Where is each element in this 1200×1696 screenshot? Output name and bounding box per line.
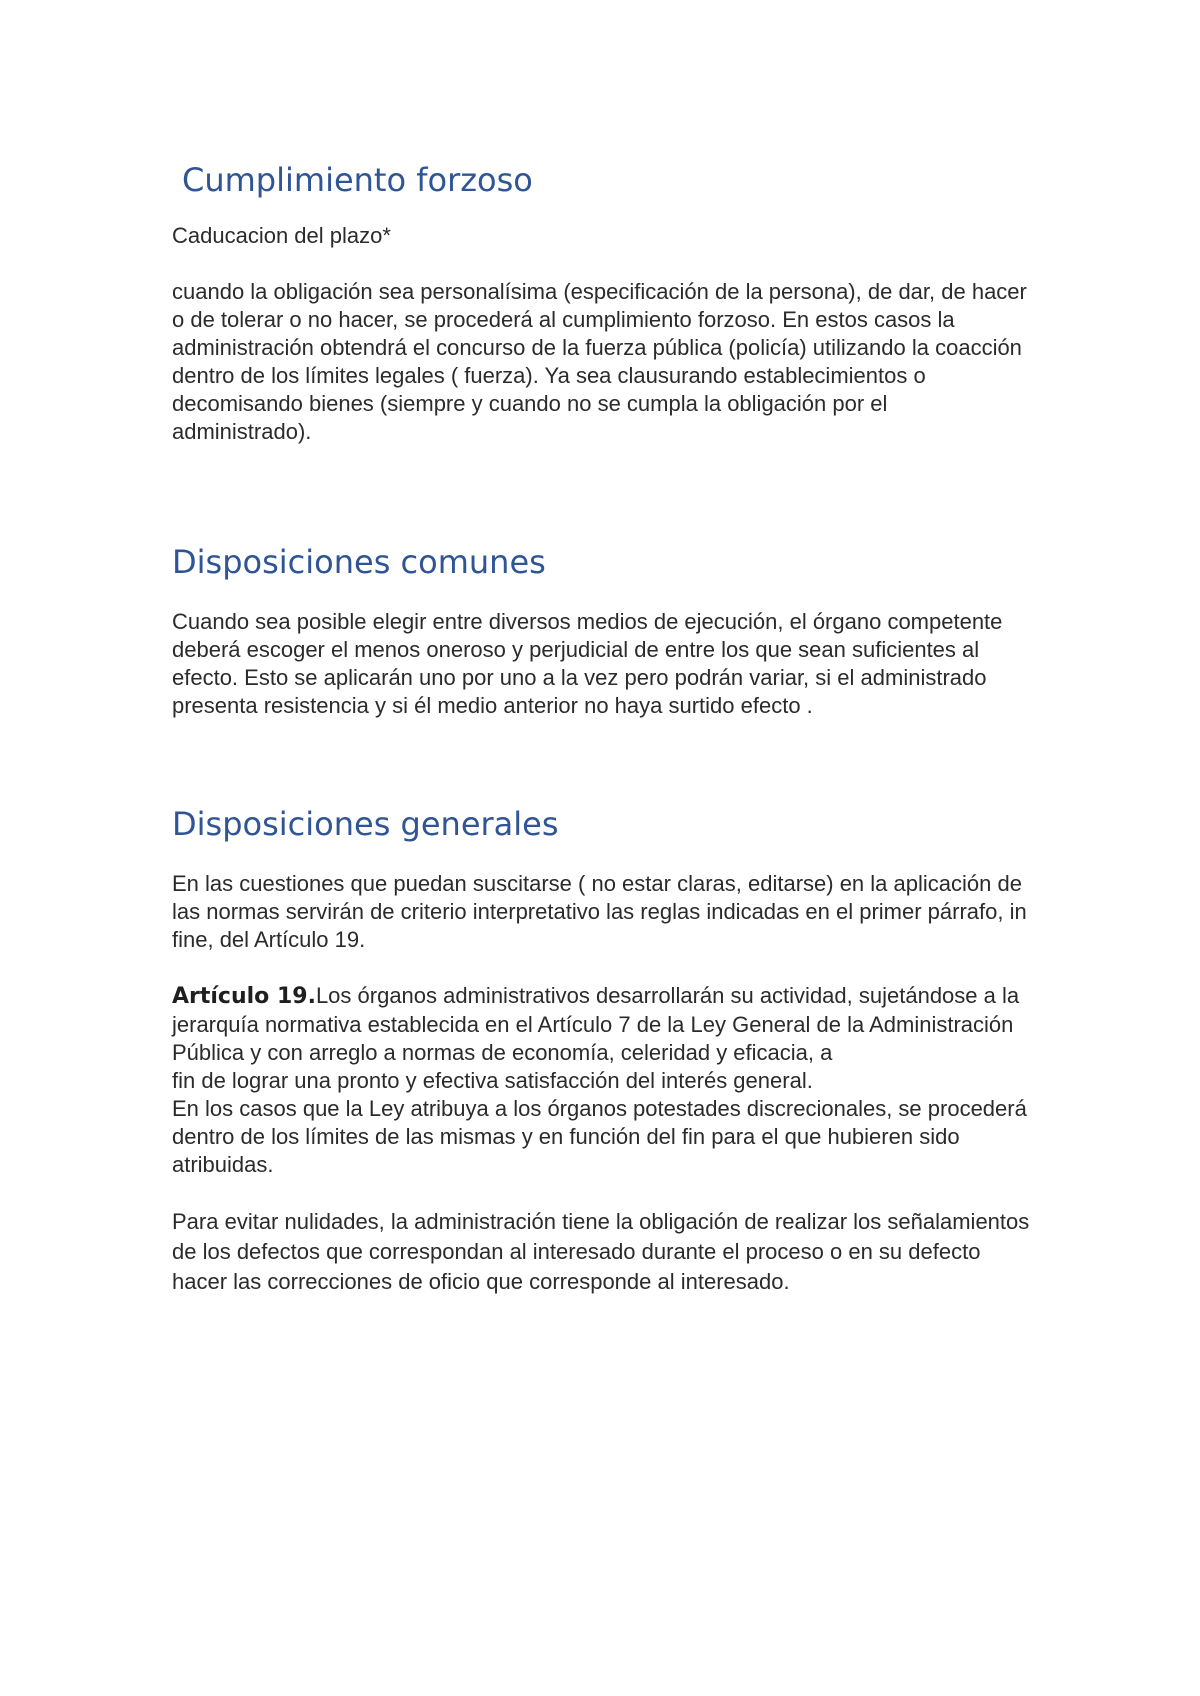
paragraph-disposiciones-generales: En las cuestiones que puedan suscitarse ( no estar claras, editarse) en la aplicación de las normas servirán de criterio interpretativo las reglas indicadas en el primer párrafo, in fine, del Artículo 19. [172,871,1027,952]
article-19-line: fin de lograr una pronto y efectiva satisfacción del interés general. [172,1068,813,1093]
heading-disposiciones-comunes: Disposiciones comunes [172,543,546,581]
article-19-label: Artículo 19. [172,984,316,1009]
paragraph-cumplimiento: cuando la obligación sea personalísima (especificación de la persona), de dar, de hacer o de tolerar o no hacer, se procederá al cumplimiento forzoso. En estos casos la administración obtendrá el concurso de la fuerza pública (policía) utilizando la coacción dentro de los límites legales ( fuerza). Ya sea clausurando establecimientos o decomisando bienes (siempre y cuando no se cumpla la obligación por el administrado). [172,279,1027,444]
heading-cumplimiento-forzoso: Cumplimiento forzoso [182,161,533,199]
article-19-block [172,982,1032,1179]
paragraph-nulidades: Para evitar nulidades, la administración tiene la obligación de realizar los señalamientos de los defectos que correspondan al interesado durante el proceso o en su defecto hacer las correcciones de oficio que corresponde al interesado. [172,1209,1030,1294]
article-19-line: Los órganos administrativos desarrollarán su actividad, sujetándose a la [315,983,1020,1008]
article-19-line: jerarquía normativa establecida en el Artículo 7 de la Ley General de la Administración Pública y con arreglo a normas de economía, celeridad y eficacia, a [172,1012,1014,1065]
document-page [172,160,1032,1297]
article-19-line: En los casos que la Ley atribuya a los órganos potestades discrecionales, se procederá dentro de los límites de las mismas y en función del fin para el que hubieren sido atribuidas. [172,1096,1027,1177]
heading-disposiciones-generales: Disposiciones generales [172,805,559,843]
subheading-caducacion: Caducacion del plazo* [172,223,391,248]
paragraph-disposiciones-comunes: Cuando sea posible elegir entre diversos medios de ejecución, el órgano competente deberá escoger el menos oneroso y perjudicial de entre los que sean suficientes al efecto. Esto se aplicarán uno por uno a la vez pero podrán variar, si el administrado presenta resistencia y si él medio anterior no haya surtido efecto . [172,609,1003,718]
